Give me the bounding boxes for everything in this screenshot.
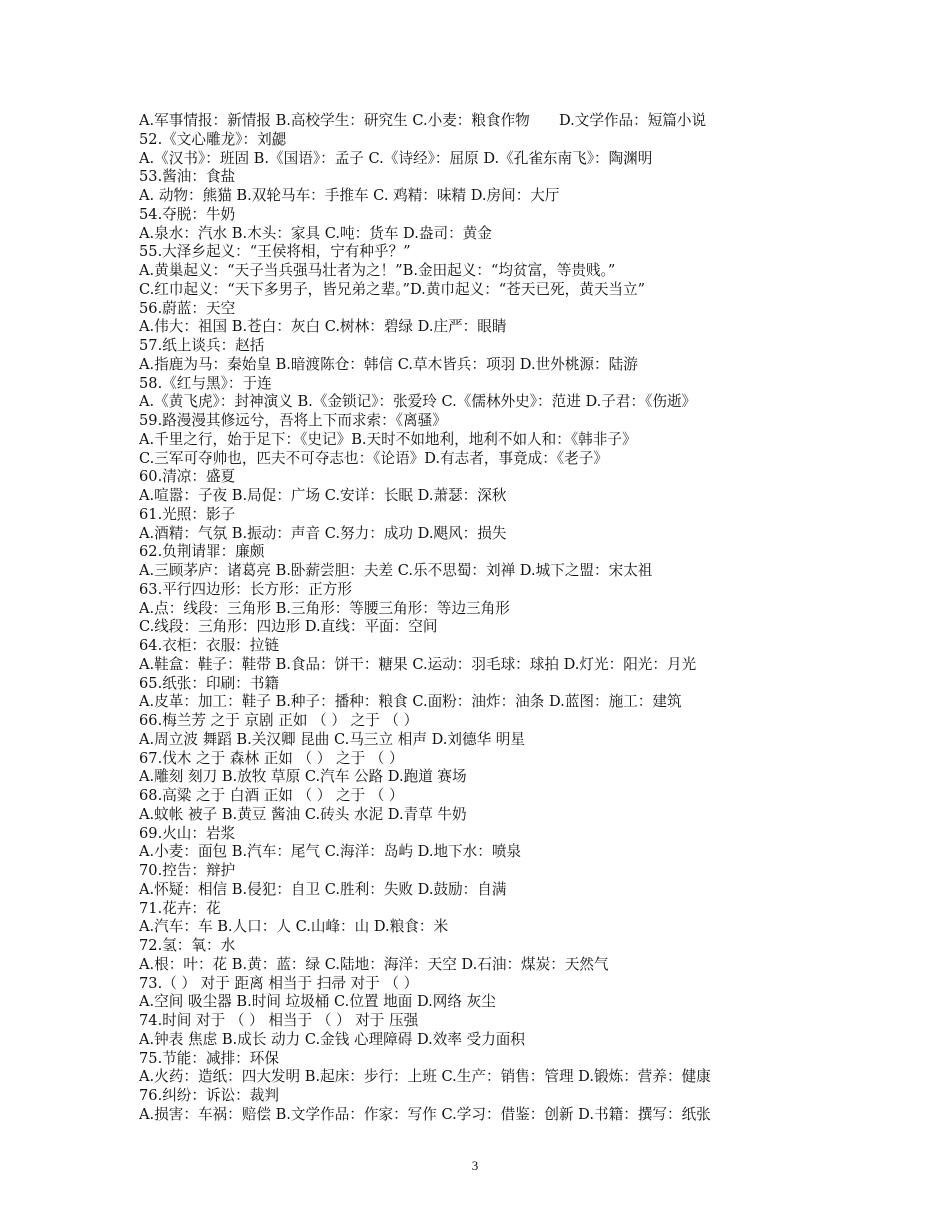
answer-options: A.黄巢起义：“天子当兵强马壮者为之！”B.金田起义：“均贫富，等贵贱。” [139,262,616,279]
answer-options: A.雕刻 刻刀 B.放牧 草原 C.汽车 公路 D.跑道 赛场 [139,768,467,786]
answer-options: A.汽车：车 B.人口：人 C.山峰：山 D.粮食：米 [139,918,449,936]
answer-options: A.钟表 焦虑 B.成长 动力 C.金钱 心理障碍 D.效率 受力面积 [139,1030,525,1048]
question-stem: 62.负荆请罪：廉颇 [139,543,265,561]
question-stem: 61.光照：影子 [139,505,236,523]
answer-options: A.军事情报：新情报 B.高校学生：研究生 C.小麦：粮食作物 D.文学作品：短篇小说 [139,112,707,129]
answer-options: A.小麦：面包 B.汽车：尾气 C.海洋：岛屿 D.地下水：喷泉 [139,843,522,861]
question-stem: 67.伐木 之于 森林 正如 （ ） 之于 （ ） [139,749,404,767]
answer-options: A.指鹿为马：秦始皇 B.暗渡陈仓：韩信 C.草木皆兵：项羽 D.世外桃源：陆游 [139,355,638,373]
page-number: 3 [471,1158,479,1173]
answer-options: A. 动物：熊猫 B.双轮马车：手推车 C. 鸡精：味精 D.房间：大厅 [139,187,560,204]
answer-options: A.鞋盒：鞋子：鞋带 B.食品：饼干：糖果 C.运动：羽毛球：球拍 D.灯光：阳光：月光 [139,655,697,673]
answer-options: A.伟大：祖国 B.苍白：灰白 C.树林：碧绿 D.庄严：眼睛 [139,318,507,336]
question-stem: 64.衣柜：衣服：拉链 [139,637,279,654]
answer-options: A.喧嚣：子夜 B.局促：广场 C.安详：长眠 D.萧瑟：深秋 [139,487,507,504]
answer-options: A.怀疑：相信 B.侵犯：自卫 C.胜利：失败 D.鼓励：自满 [139,880,507,898]
question-list [139,112,819,1125]
question-stem: 60.清凉：盛夏 [139,468,236,486]
question-stem: 71.花卉：花 [139,899,221,917]
answer-options: A.酒精：气氛 B.振动：声音 C.努力：成功 D.飓风：损失 [139,524,507,542]
answer-options: A.火药：造纸：四大发明 B.起床：步行：上班 C.生产：销售：管理 D.锻炼：营养：健康 [139,1068,711,1086]
answer-options: A.周立波 舞蹈 B.关汉卿 昆曲 C.马三立 相声 D.刘德华 明星 [139,730,525,748]
question-stem: 58.《红与黑》：于连 [139,374,272,392]
question-stem: 72.氢：氧：水 [139,937,236,954]
answer-options: A.空间 吸尘器 B.时间 垃圾桶 C.位置 地面 D.网络 灰尘 [139,993,496,1011]
question-stem: 76.纠纷：诉讼：裁判 [139,1087,279,1104]
answer-options: C.三军可夺帅也，匹夫不可夺志也：《论语》D.有志者，事竟成：《老子》 [139,449,608,467]
answer-options: A.损害：车祸：赔偿 B.文学作品：作家：写作 C.学习：借鉴：创新 D.书籍：撰写：纸张 [139,1105,711,1123]
answer-options: A.《黄飞虎》：封神演义 B.《金锁记》：张爱玲 C.《儒林外史》：范进 D.子君：《伤逝》 [139,393,697,411]
question-stem: 65.纸张：印刷：书籍 [139,674,279,692]
question-stem: 55.大泽乡起义：“王侯将相，宁有种乎？” [139,243,411,261]
question-stem: 57.纸上谈兵：赵括 [139,337,265,354]
question-stem: 70.控告：辩护 [139,862,236,879]
answer-options: A.蚊帐 被子 B.黄豆 酱油 C.砖头 水泥 D.青草 牛奶 [139,805,467,823]
answer-options: A.点：线段：三角形 B.三角形：等腰三角形：等边三角形 [139,599,510,617]
answer-options: C.线段：三角形：四边形 D.直线：平面：空间 [139,618,438,636]
answer-options: A.三顾茅庐：诸葛亮 B.卧薪尝胆：夫差 C.乐不思蜀：刘禅 D.城下之盟：宋太祖 [139,562,653,579]
question-stem: 53.酱油：食盐 [139,168,236,186]
question-stem: 52.《文心雕龙》：刘勰 [139,130,287,148]
question-stem: 73.（ ） 对于 距离 相当于 扫帚 对于 （ ） [139,974,419,992]
question-stem: 74.时间 对于 （ ） 相当于 （ ） 对于 压强 [139,1012,419,1029]
answer-options: A.皮革：加工：鞋子 B.种子：播种：粮食 C.面粉：油炸：油条 D.蓝图：施工：建筑 [139,693,682,711]
answer-options: A.《汉书》：班固 B.《国语》：孟子 C.《诗经》：屈原 D.《孔雀东南飞》：陶渊明 [139,149,653,167]
question-stem: 66.梅兰芳 之于 京剧 正如 （ ） 之于 （ ） [139,712,419,729]
question-stem: 63.平行四边形：长方形：正方形 [139,580,352,598]
question-stem: 69.火山：岩浆 [139,824,236,842]
question-stem: 56.蔚蓝：天空 [139,299,236,317]
answer-options: A.千里之行，始于足下：《史记》B.天时不如地利，地利不如人和：《韩非子》 [139,430,637,448]
question-stem: 68.高粱 之于 白酒 正如 （ ） 之于 （ ） [139,787,404,804]
answer-options: A.泉水：汽水 B.木头：家具 C.吨：货车 D.盎司：黄金 [139,224,492,242]
question-stem: 59.路漫漫其修远兮，吾将上下而求索：《离骚》 [139,412,447,429]
answer-options: C.红巾起义：“天下多男子，皆兄弟之辈。”D.黄巾起义：“苍天已死，黄天当立” [139,280,646,298]
question-stem: 54.夺脱：牛奶 [139,205,236,223]
answer-options: A.根：叶：花 B.黄：蓝：绿 C.陆地：海洋：天空 D.石油：煤炭：天然气 [139,955,609,973]
question-stem: 75.节能：减排：环保 [139,1049,279,1067]
